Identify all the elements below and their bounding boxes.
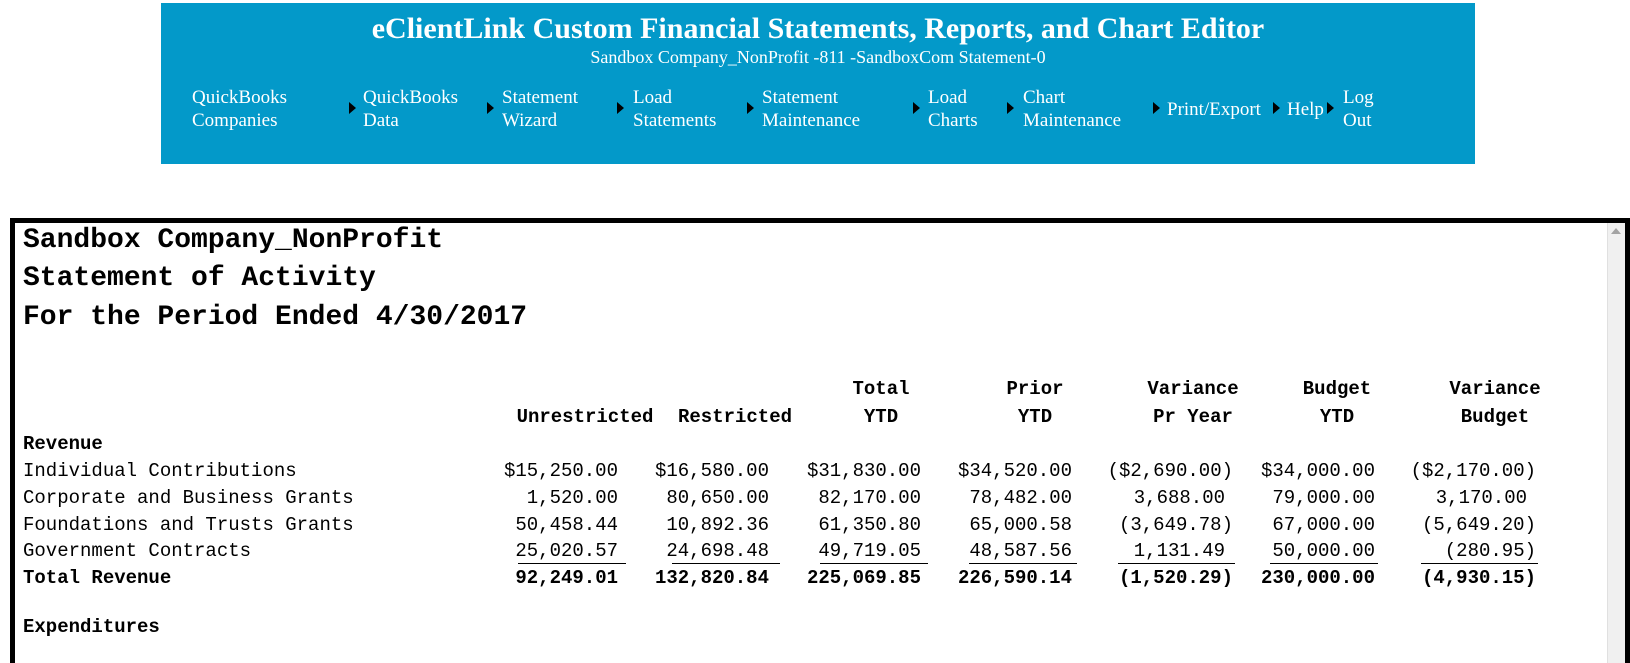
row-label: Individual Contributions [23, 460, 297, 482]
nav-arrow-icon [1153, 102, 1160, 114]
nav-label-line2: Maintenance [762, 110, 861, 131]
cell-total-ytd: 61,350.80 [818, 514, 921, 536]
nav-arrow-icon [349, 102, 356, 114]
cell-total-ytd: $31,830.00 [806, 460, 921, 482]
nav-arrow-icon [487, 102, 494, 114]
subtotal-underline [969, 563, 1077, 564]
total-unrestricted: 92,249.01 [515, 567, 618, 589]
app-title: eClientLink Custom Financial Statements, Reports, and Chart Editor [371, 12, 1265, 45]
cell-restricted: $16,580.00 [654, 460, 769, 482]
col-header-restricted: Restricted [677, 406, 793, 428]
cell-total-ytd: 49,719.05 [818, 540, 921, 562]
nav-help[interactable] [1287, 98, 1324, 121]
col-header-budget-line1: Budget [1302, 378, 1372, 400]
cell-unrestricted: $15,250.00 [503, 460, 618, 482]
total-variance-pr-year: (1,520.29) [1118, 567, 1233, 589]
cell-budget-ytd: 50,000.00 [1272, 540, 1375, 562]
col-header-variance-pr-line1: Variance [1147, 378, 1239, 400]
cell-variance-budget: 3,170.00 [1435, 487, 1527, 509]
statement-frame [10, 218, 1630, 663]
subtotal-underline [1270, 563, 1378, 564]
row-label: Government Contracts [23, 540, 252, 562]
nav-quickbooks-companies[interactable] [192, 86, 287, 132]
section-header-revenue: Revenue [23, 433, 103, 455]
nav-arrow-icon [913, 102, 920, 114]
app-subtitle: Sandbox Company_NonProfit -811 -SandboxCom Statement-0 [590, 47, 1046, 67]
nav-label-line1: Log [1343, 87, 1374, 108]
cell-variance-pr-year: ($2,690.00) [1107, 460, 1233, 482]
cell-prior-ytd: 78,482.00 [969, 487, 1072, 509]
nav-quickbooks-data[interactable] [363, 86, 458, 132]
cell-unrestricted: 25,020.57 [515, 540, 618, 562]
cell-prior-ytd: 65,000.58 [969, 514, 1072, 536]
col-header-unrestricted: Unrestricted [516, 406, 654, 428]
nav-log-out[interactable] [1343, 86, 1374, 132]
total-budget-ytd: 230,000.00 [1260, 567, 1375, 589]
nav-label: Print/Export [1167, 99, 1261, 120]
nav-statement-wizard[interactable] [502, 86, 578, 132]
col-header-total-line2: YTD [863, 406, 899, 428]
cell-budget-ytd: 79,000.00 [1272, 487, 1375, 509]
nav-label-line2: Data [363, 110, 399, 131]
nav-label-line1: QuickBooks [363, 87, 458, 108]
cell-variance-pr-year: 1,131.49 [1133, 540, 1225, 562]
cell-variance-budget: (5,649.20) [1421, 514, 1536, 536]
statement-period: For the Period Ended 4/30/2017 [23, 302, 528, 333]
scroll-up-arrow-icon[interactable] [1611, 228, 1621, 234]
nav-label-line1: Load [633, 87, 673, 108]
nav-label-line1: Load [928, 87, 968, 108]
cell-restricted: 24,698.48 [666, 540, 769, 562]
statement-report-name: Statement of Activity [23, 263, 376, 294]
nav-label-line2: Maintenance [1023, 110, 1122, 131]
col-header-total-line1: Total [852, 378, 910, 400]
statement-company: Sandbox Company_NonProfit [23, 225, 444, 256]
cell-prior-ytd: 48,587.56 [969, 540, 1072, 562]
cell-restricted: 80,650.00 [666, 487, 769, 509]
nav-arrow-icon [1273, 102, 1280, 114]
nav-arrow-icon [747, 102, 754, 114]
total-row-label: Total Revenue [23, 567, 172, 589]
nav-load-charts[interactable] [928, 86, 978, 132]
nav-load-statements[interactable] [633, 86, 716, 132]
subtotal-underline [672, 563, 780, 564]
nav-arrow-icon [1327, 102, 1334, 114]
cell-unrestricted: 50,458.44 [515, 514, 618, 536]
total-prior-ytd: 226,590.14 [957, 567, 1072, 589]
cell-variance-budget: ($2,170.00) [1410, 460, 1536, 482]
nav-label-line2: Companies [192, 110, 278, 131]
cell-unrestricted: 1,520.00 [526, 487, 618, 509]
col-header-budget-line2: YTD [1319, 406, 1355, 428]
nav-label: Help [1287, 99, 1324, 120]
col-header-variance-budget-line2: Budget [1460, 406, 1530, 428]
nav-label-line1: Statement [502, 87, 578, 108]
subtotal-underline [1118, 563, 1235, 564]
col-header-prior-line2: YTD [1017, 406, 1053, 428]
cell-restricted: 10,892.36 [666, 514, 769, 536]
subtotal-underline [1421, 563, 1538, 564]
row-label: Corporate and Business Grants [23, 487, 354, 509]
cell-budget-ytd: $34,000.00 [1260, 460, 1375, 482]
nav-label-line2: Charts [928, 110, 978, 131]
section-header-expenditures: Expenditures [23, 616, 160, 638]
cell-variance-pr-year: (3,649.78) [1118, 514, 1233, 536]
total-restricted: 132,820.84 [654, 567, 769, 589]
col-header-variance-budget-line1: Variance [1449, 378, 1541, 400]
nav-arrow-icon [1007, 102, 1014, 114]
nav-chart-maintenance[interactable] [1023, 86, 1121, 132]
nav-statement-maintenance[interactable] [762, 86, 860, 132]
cell-prior-ytd: $34,520.00 [957, 460, 1072, 482]
nav-label-line1: Chart [1023, 87, 1066, 108]
nav-label-line2: Wizard [502, 110, 558, 131]
cell-variance-pr-year: 3,688.00 [1133, 487, 1225, 509]
nav-label-line2: Statements [633, 110, 717, 131]
total-total-ytd: 225,069.85 [806, 567, 921, 589]
nav-label-line2: Out [1343, 110, 1372, 131]
cell-variance-budget: (280.95) [1444, 540, 1536, 562]
nav-label-line1: Statement [762, 87, 838, 108]
col-header-variance-pr-line2: Pr Year [1153, 406, 1233, 428]
header-banner [161, 3, 1475, 164]
nav-label-line1: QuickBooks [192, 87, 287, 108]
vertical-scrollbar[interactable] [1607, 223, 1625, 663]
cell-total-ytd: 82,170.00 [818, 487, 921, 509]
col-header-prior-line1: Prior [1006, 378, 1064, 400]
nav-print-export[interactable] [1167, 98, 1261, 121]
subtotal-underline [820, 563, 928, 564]
row-label: Foundations and Trusts Grants [23, 514, 354, 536]
nav-arrow-icon [617, 102, 624, 114]
subtotal-underline [518, 563, 626, 564]
total-variance-budget: (4,930.15) [1421, 567, 1536, 589]
cell-budget-ytd: 67,000.00 [1272, 514, 1375, 536]
